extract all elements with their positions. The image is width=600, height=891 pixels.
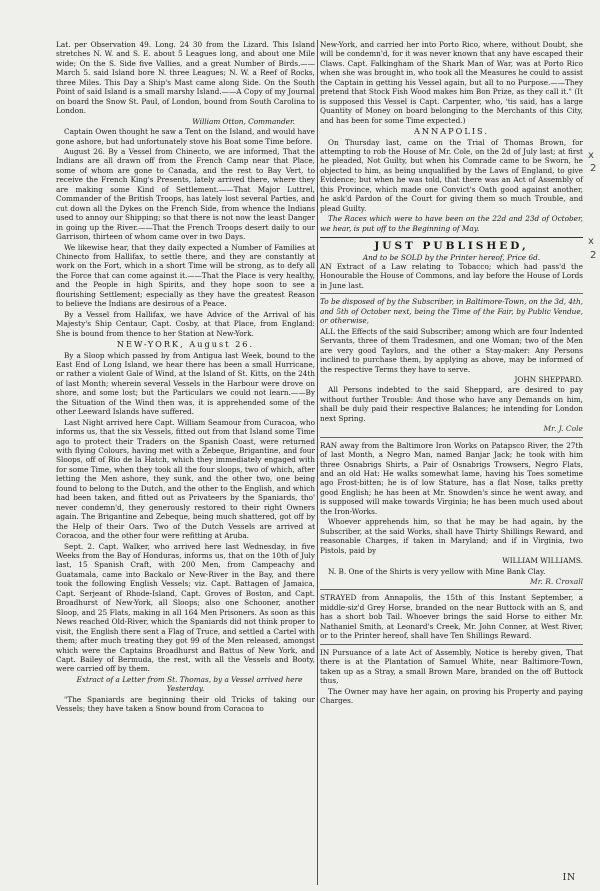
- paragraph: Whoever apprehends him, so that he may be had again, by the Subscriber, at the said Works, shall have Thirty Shillings Reward, and reasonable Charges, if taken in Maryland; and if in Virginia, two Pistols, paid by: [320, 517, 583, 555]
- paragraph: N. B. One of the Shirts is very yellow with Mine Bank Clay.: [328, 566, 546, 576]
- paragraph: Sept. 2. Capt. Walker, who arrived here last Wednesday, in five Weeks from the Bay of Honduras, informs us, that on the 10th of July last, 15 Spanish Craft, with 200 Men, from Campeachy and Guatamala, came into Backalo or New-River in the Bay, and there took the following English Vessels; viz. Capt. Battagen of Jamaica, Capt. Serjeant of Rhode-Island, Capt. Groves of Boston, and Capt. Broadhurst of New-York, all Sloops; also one Schooner, another Sloop, and 25 Flats, making in all 164 Men Prisoners. As soon as this News reached Old-River, which the Spaniards did not think proper to visit, the English there sent a Flag of Truce, and settled a Cartel with them; after much treating they got 99 of the Men released, amongst which were the Captains Broadhurst and Battus of New York, and Capt. Bailey of Bermuda, the rest, with all the Vessels and Booty, were carried off by them.: [56, 541, 315, 674]
- signature: WILLIAM WILLIAMS.: [502, 556, 583, 566]
- paragraph: By a Sloop which passed by from Antigua last Week, bound to the East End of Long Island, we hear there has been a small Hurricane, or rather a violent Gale of Wind, at the Island of St. Kitts, on the 24th of last Month; wherein several Vessels in the Harbour were drove on shore, and some lost; but the Particulars we could not learn.——By the Situation of the Wind then was, it is apprehended some of the other Leeward Islands have suffered.: [56, 350, 315, 417]
- advertisement-intro: To be disposed of by the Subscriber, in Baltimore-Town, on the 3d, 4th, and 5th of October next, being the Time of the Fair, by Public Vendue, or otherwise,: [320, 297, 583, 326]
- advertisement-runaway: RAN away from the Baltimore Iron Works on Patapsco River, the 27th of last Month, a Negro Man, named Banjar Jack; he took with him three Osnabrigs Shirts, a Pair of Osnabrigs Trowsers, Negro Flats, and an old Hat: He walks somewhat lame, having his Toes sometime ago Frost-bitten; he is of low Stature, has a flat Nose, talks pretty good English; he has been at Mr. Snowden's since he went away, and is supposed will make towards Virginia; he has been much used about the Iron-Works.: [320, 440, 583, 516]
- paragraph: The Races which were to have been on the 22d and 23d of October, we hear, is put off to the Beginning of May.: [320, 214, 583, 233]
- paragraph: August 26. By a Vessel from Chinecto, we are informed, That the Indians are all drawn off from the French Camp near that Place, some of whom are gone to Canada, and the rest to Bay Vert, to receive the French King's Presents, lately arrived there, where they are making some Kind of Settlement.——That Major Luttrel, Commander of the British Troops, has lately lost several Parties, and cut down all the Dykes on the French Side, from whence the Indians used to annoy our Shipping; so that there is not now the least Danger in going up the River.——That the French Troops desert daily to our Garrison, thirteen of whom came over in two Days.: [56, 146, 315, 242]
- right-column: [320, 40, 583, 706]
- column-rule: [317, 40, 318, 885]
- paragraph: The Owner may have her again, on proving his Property and paying Charges.: [320, 686, 583, 705]
- subheadline: And to be SOLD by the Printer hereof, Price 6d.: [362, 252, 541, 262]
- signature: William Otton, Commander.: [192, 116, 295, 126]
- signature: JOHN SHEPPARD.: [514, 374, 583, 384]
- advertisement-stray-mare: IN Pursuance of a late Act of Assembly, Notice is hereby given, That there is at the Plantation of Samuel White, near Baltimore-Town, taken up as a Stray, a small Brown Mare, branded on the off Buttock thus,: [320, 647, 583, 686]
- extract-heading: Extract of a Letter from St. Thomas, by a Vessel arrived here Yesterday.: [76, 674, 303, 694]
- margin-mark: 2: [590, 250, 597, 261]
- divider: [320, 644, 583, 645]
- divider: [320, 437, 583, 438]
- paragraph: All Persons indebted to the said Sheppard, are desired to pay without further Trouble: And those who have any Demands on him, shall be duly paid their respective Balances; he intending for London next Spring.: [320, 385, 583, 423]
- dateline-annapolis: ANNAPOLIS.: [414, 126, 489, 137]
- catchword: IN: [562, 873, 576, 883]
- margin-mark: x: [588, 150, 594, 161]
- advertisement-tobacco-law: AN Extract of a Law relating to Tobacco; which had pass'd the Honourable the House of Commons, and lay before the House of Lords in June last.: [320, 261, 583, 290]
- dateline-new-york: NEW-YORK, August 26.: [116, 339, 255, 350]
- paragraph: We likewise hear, that they daily expected a Number of Families at Chinecto from Hallifax, to settle there, and they are constantly at work on the Fort, which in a short Time will be strong, as to defy all the Force that can come against it.——That the Place is very healthy, and the People in high Spirits, and they hope soon to see a flourishing Settlement; especially as they have the greatest Reason to believe the Indians are desirous of a Peace.: [56, 242, 315, 309]
- headline-just-published: JUST PUBLISHED,: [374, 240, 529, 253]
- handwritten-annotation: Mr. J. Cole: [543, 424, 583, 434]
- paragraph: Last Night arrived here Capt. William Seamour from Curacoa, who informs us, that the six Vessels, fitted out from that Island some Time ago to protect their Traders on the Spanish Coast, were returned with flying Colours, having met with a Zebeque, Brigantine, and four Sloops, off of Rio de la Hatch, which they immediately engaged with for some Time, when they took all the four sloops, two of which, after letting the Men ashore, they sunk, and the other two, one being found to belong to the Dutch, and the other to the English, and which had been taken, and fitted out as Privateers by the Spaniards, tho' never condemn'd, they generously restored to their right Owners again. The Brigantine and Zebeque, being much shattered, got off by the Help of their Oars. Two of the Dutch Vessels are arrived at Coracoa, and the other four were refitting at Aruba.: [56, 417, 315, 541]
- paragraph: Captain Owen thought he saw a Tent on the Island, and would have gone ashore, but had unfortunately stove his Boat some Time before.: [56, 127, 315, 146]
- paragraph: On Thursday last, came on the Trial of Thomas Brown, for attempting to rob the House of Mr. Cole, on the 2d of July last; at first he pleaded, Not Guilty, but when his Comrade came to be Sworn, he objected to him, as being unqualified by the Laws of England, to give Evidence; but when he was told, that there was an Act of Assembly of this Province, which made one Convict's Oath good against another, he ask'd Pardon of the Court for giving them so much Trouble, and plead Guilty.: [320, 137, 583, 213]
- advertisement-effects: ALL the Effects of the said Subscriber; among which are four Indented Servants, three of them Tradesmen, and one Woman; two of the Men are very good Taylors, and the other a Stay-maker: Any Persons inclined to purchase them, by applying as above, may be informed of the respective Terms they have to serve.: [320, 326, 583, 374]
- divider: [320, 293, 583, 294]
- paragraph: By a Vessel from Hallifax, we have Advice of the Arrival of his Majesty's Ship Centaur, Capt. Cosby, at that Place, from England: She is bound from thence to her Station at New-York.: [56, 309, 315, 338]
- advertisement-strayed-horse: STRAYED from Annapolis, the 15th of this Instant September, a middle-siz'd Grey Horse, branded on the near Buttock with an S, and has a short bob Tail. Whoever brings the said Horse to either Mr. Nathaniel Smith, at Leonard's Creek, Mr. John Conner, at West River, or to the Printer hereof, shall have Ten Shillings Reward.: [320, 593, 583, 641]
- margin-mark: 2: [590, 163, 597, 174]
- divider: [320, 237, 583, 238]
- handwritten-annotation: Mr. R. Croxall: [530, 577, 583, 587]
- left-column: [56, 40, 315, 715]
- margin-mark: x: [588, 236, 594, 247]
- divider: [320, 589, 583, 590]
- paragraph: "The Spaniards are beginning their old Tricks of taking our Vessels; they have taken a Snow bound from Coracoa to: [56, 694, 315, 714]
- paragraph: New-York, and carried her into Porto Rico, where, without Doubt, she will be condemn'd, for it was never known that any have escaped their Claws. Capt. Falkingham of the Shark Man of War, was at Porto Rico when she was brought in, who took all the Measures he could to assist the Captain in getting his Vessel again, but all to no Purpose.——They pretend that Stock Fish Wood makes him Bon Prize, as they call it." (It is supposed this Vessel is Capt. Carpenter, who, 'tis said, has a large Quantity of Money on board belonging to the Merchants of this City, and has been for some Time expected.): [320, 40, 583, 125]
- paragraph: Lat. per Observation 49. Long. 24 30 from the Lizard. This Island stretches N. W. and S. E. about 5 Leagues long, and about one Mile wide; On the S. Side five Vallies, and a great Number of Birds.——March 5. said Island bore N. three Leagues; N. W. a Reef of Rocks, three Miles. This Day a Ship's Mast came along Side. On the South Point of said Island is a small marshy Island.——A Copy of my Journal on board the Snow St. Paul, of London, bound from South Carolina to London.: [56, 40, 315, 116]
